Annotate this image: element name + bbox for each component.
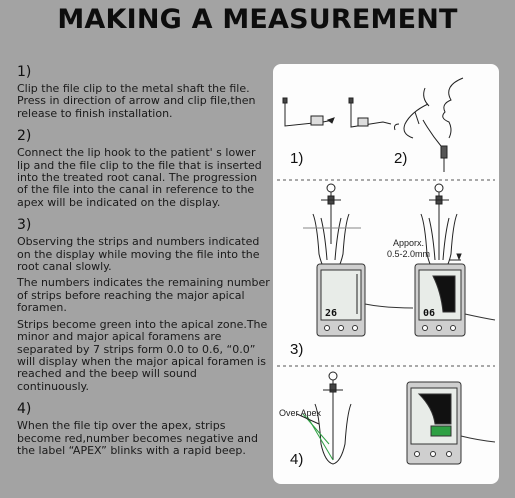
lcd-left-reading: 26 (325, 308, 338, 319)
tooth-right-illustration (421, 184, 461, 274)
illustration-panel (273, 64, 499, 484)
step-number: 2) (17, 128, 32, 145)
file-clip-illustration (283, 98, 391, 127)
step-text: When the file tip over the apex, strips become red,number becomes negative and the label “APEX” blinks with a rapid beep. (17, 419, 259, 457)
lcd-device-left (317, 264, 365, 336)
step-4 (17, 401, 271, 457)
step-text: Clip the file clip to the metal shaft the file. Press in direction of arrow and clip file,then release to finish installation. (17, 82, 256, 120)
figure-label-3: 3) (290, 341, 304, 358)
step-number: 1) (17, 64, 32, 80)
figure-label-4: 4) (290, 451, 304, 468)
lcd-device-right (415, 264, 495, 336)
tooth-over-apex-illustration (297, 372, 351, 464)
page-title: MAKING A MEASUREMENT (57, 4, 458, 35)
step-text: The numbers indicates the remaining number of strips before reaching the major apical foramen. (17, 276, 270, 315)
approx-label-line2: 0.5-2.0mm (387, 249, 431, 259)
step-number: 3) (17, 217, 32, 234)
steps-column (17, 64, 271, 457)
approx-label-line1: Apporx. (393, 238, 425, 248)
step-text: Observing the strips and numbers indicated on the display while moving the file into the root canal slowly. (17, 235, 260, 274)
step-2 (17, 128, 271, 209)
step-3 (17, 217, 271, 393)
lcd-device-bottom (407, 382, 495, 464)
over-apex-label: Over Apex (279, 408, 322, 418)
step-text: Strips become green into the apical zone.The minor and major apical foramens are separated by 7 strips form 0.0 to 0.6, “0.0” will display when the major apical foramen is reached and the beep will sound continuously. (17, 317, 268, 393)
step-1 (17, 64, 271, 120)
step-number: 4) (17, 401, 32, 418)
figure-label-2: 2) (394, 150, 408, 167)
tooth-left-illustration (303, 184, 361, 274)
figure-label-1: 1) (290, 150, 304, 167)
illustration-drawing (273, 64, 499, 484)
step-text: Connect the lip hook to the patient' s lower lip and the file clip to the file that is inserted into the treated root canal. The progression of the file into the canal in reference to the apex will be indicated on the display. (17, 146, 262, 209)
lcd-right-reading: 06 (423, 308, 436, 319)
